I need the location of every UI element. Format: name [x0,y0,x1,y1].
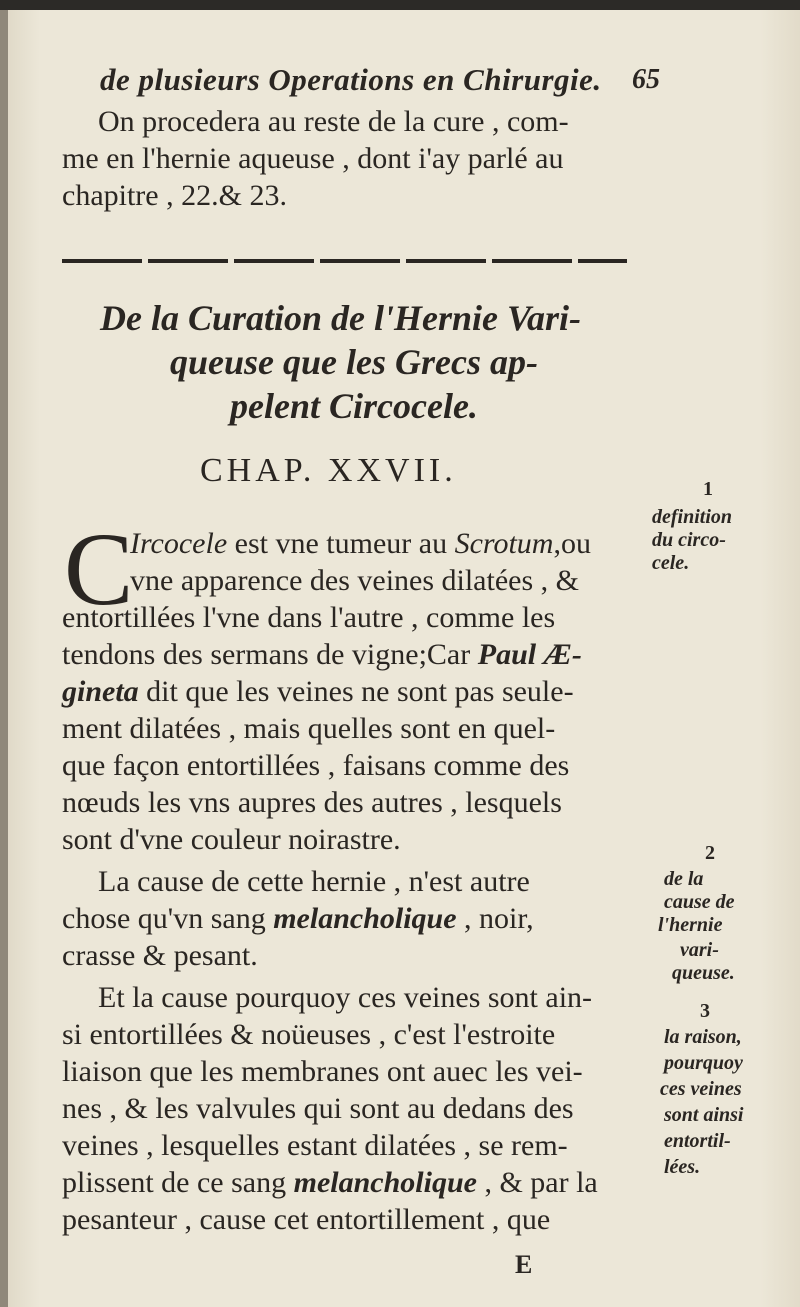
para1-line-1: Ircocele est vne tumeur au Scrotum,ou [130,527,591,560]
para3-line-2: si entortillées & noüeuses , c'est l'estroite [62,1018,556,1051]
margin-note-3-line-5: entortil- [664,1130,731,1152]
running-head-title: de plusieurs Operations en Chirurgie. [100,62,602,97]
margin-note-2-line-5: queuse. [672,962,735,984]
running-head [100,62,660,106]
chapter-title-line-3: pelent Circocele. [230,386,478,426]
para2-line-1: La cause de cette hernie , n'est autre [98,865,530,898]
signature-mark: E [515,1250,533,1279]
margin-note-3-line-6: lées. [664,1156,701,1178]
margin-note-1-line-3: cele. [652,552,690,574]
para1-line-9: sont d'vne couleur noirastre. [62,823,401,856]
drop-cap: C [64,512,134,627]
margin-note-3-number: 3 [700,1000,710,1022]
page-gutter [0,0,8,1307]
margin-note-3-line-2: pourquoy [664,1052,743,1074]
para1-line-8: nœuds les vns aupres des autres , lesquels [62,786,562,819]
para1-line-5: gineta dit que les veines ne sont pas seule- [62,675,574,708]
page-top-edge [0,0,800,10]
margin-note-2-line-4: vari- [680,939,719,961]
margin-note-2-line-2: cause de [664,891,735,913]
intro-line-1: On procedera au reste de la cure , com- [98,105,569,138]
para3-line-6: plissent de ce sang melancholique , & par la [62,1166,598,1199]
margin-note-1-line-1: definition [652,506,733,528]
chapter-heading: CHAP. XXVII. [200,452,457,489]
margin-note-1-line-2: du circo- [652,529,726,551]
para2-line-3: crasse & pesant. [62,939,258,972]
margin-note-2-number: 2 [705,842,715,864]
margin-note-2-line-1: de la [664,868,704,890]
section-rule [62,259,627,263]
para1-line-3: entortillées l'vne dans l'autre , comme les [62,601,556,634]
margin-note-1-number: 1 [703,478,713,500]
margin-note-3-line-1: la raison, [664,1026,742,1048]
para1-line-6: ment dilatées , mais quelles sont en quel- [62,712,556,745]
margin-note-2-line-3: l'hernie [658,914,723,936]
page-number: 65 [632,64,660,95]
intro-line-2: me en l'hernie aqueuse , dont i'ay parlé au [62,142,564,175]
intro-line-3: chapitre , 22.& 23. [62,179,287,212]
para3-line-3: liaison que les membranes ont auec les vei- [62,1055,583,1088]
para1-line-4: tendons des sermans de vigne;Car Paul Æ- [62,638,582,671]
margin-note-3-line-4: sont ainsi [664,1104,744,1126]
margin-note-3-line-3: ces veines [660,1078,742,1100]
para2-line-2: chose qu'vn sang melancholique , noir, [62,902,534,935]
para3-line-7: pesanteur , cause cet entortillement , que [62,1203,551,1236]
para1-line-2: vne apparence des veines dilatées , & [130,564,579,597]
para3-line-4: nes , & les valvules qui sont au dedans des [62,1092,574,1125]
chapter-title-line-2: queuse que les Grecs ap- [170,342,538,382]
para3-line-1: Et la cause pourquoy ces veines sont ain- [98,981,593,1014]
para1-line-7: que façon entortillées , faisans comme des [62,749,570,782]
chapter-title-line-1: De la Curation de l'Hernie Vari- [100,298,582,338]
para3-line-5: veines , lesquelles estant dilatées , se rem- [62,1129,568,1162]
